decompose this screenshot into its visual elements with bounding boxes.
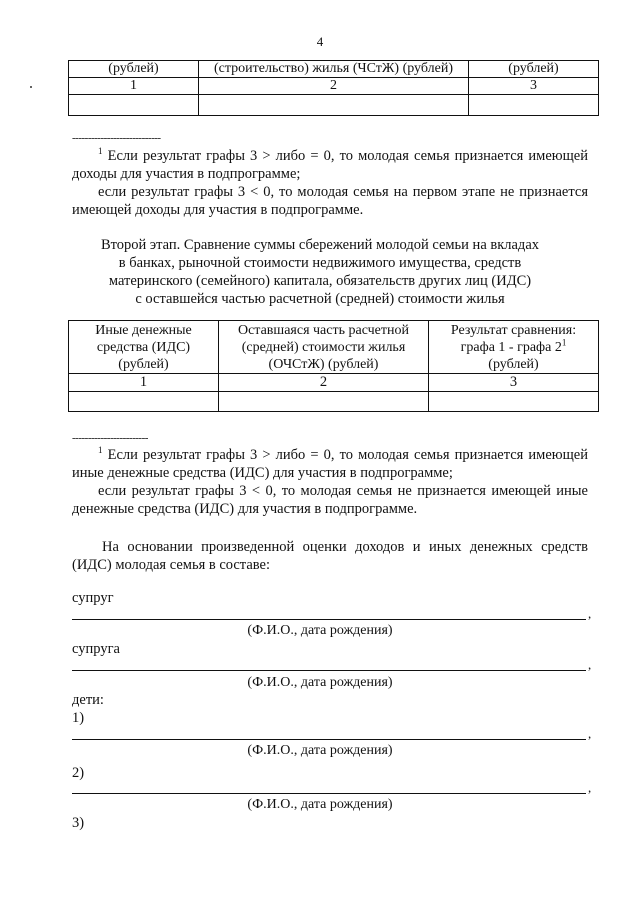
table-cell: 1 — [69, 374, 219, 392]
table-cell — [199, 95, 469, 116]
footnote-1 — [72, 147, 588, 220]
wife-label: супруга — [72, 641, 120, 657]
footnote-marker: 1 — [98, 146, 103, 157]
paragraph-text: На основании произведенной оценки доходов и иных денежных средств (ИДС) молодая семья в составе: — [72, 539, 588, 574]
footnote-text: Если результат графы 3 > либо = 0, то молодая семья признается имеющей доходы для участия в подпрограмме; — [72, 148, 588, 183]
table-row — [69, 61, 599, 78]
table-cell: 1 — [69, 78, 199, 95]
table-cell: (рублей) — [469, 61, 599, 78]
table-header-cell: Оставшаяся часть расчетной (средней) стоимости жилья (ОЧСтЖ) (рублей) — [219, 321, 429, 374]
child-1-label: 1) — [72, 710, 85, 726]
table-header-row — [69, 321, 599, 374]
footnote-marker: 1 — [561, 336, 567, 347]
footnote-text: если результат графы 3 < 0, то молодая семья не признается имеющей иные денежные средства (ИДС) для участия в подпрограмме. — [72, 483, 588, 518]
table-row — [69, 374, 599, 392]
child-1-name-field[interactable] — [72, 739, 586, 740]
field-caption: (Ф.И.О., дата рождения) — [247, 675, 393, 690]
table-cell — [69, 392, 219, 412]
table-cell — [69, 95, 199, 116]
comma: , — [588, 726, 592, 741]
child-2-label: 2) — [72, 765, 85, 781]
heading-line: в банках, рыночной стоимости недвижимого имущества, средств — [118, 255, 522, 272]
table-row-empty — [69, 95, 599, 116]
child-2-name-field[interactable] — [72, 793, 586, 794]
table-cell: 2 — [199, 78, 469, 95]
wife-name-field[interactable] — [72, 670, 586, 671]
comma: , — [588, 606, 592, 621]
table-cell — [219, 392, 429, 412]
page-number: 4 — [316, 34, 324, 49]
comma: , — [588, 780, 592, 795]
table-header-cell: Иные денежные средства (ИДС) (рублей) — [69, 321, 219, 374]
table-cell — [429, 392, 599, 412]
footnote-marker: 1 — [98, 445, 103, 456]
table-cell: 3 — [469, 78, 599, 95]
comma: , — [588, 657, 592, 672]
assessment-paragraph — [72, 538, 588, 574]
first-stage-table — [68, 60, 599, 116]
field-caption: (Ф.И.О., дата рождения) — [247, 623, 393, 638]
table-cell: (рублей) — [69, 61, 199, 78]
second-stage-table — [68, 320, 599, 412]
heading-line: материнского (семейного) капитала, обязательств других лиц (ИДС) — [108, 273, 532, 290]
table-cell — [469, 95, 599, 116]
table-row — [69, 78, 599, 95]
footnote-text: если результат графы 3 < 0, то молодая семья на первом этапе не признается имеющей доходы для участия в подпрограмме. — [72, 184, 588, 219]
table-cell: (строительство) жилья (ЧСтЖ) (рублей) — [199, 61, 469, 78]
table-header-cell: Результат сравнения: графа 1 - графа $2^1$ (рублей) — [429, 321, 599, 374]
husband-label: супруг — [72, 590, 114, 606]
heading-line: с оставшейся частью расчетной (средней) стоимости жилья — [135, 291, 505, 308]
footnote-separator: ---------------------------- — [72, 132, 161, 144]
stray-mark — [30, 86, 32, 88]
table-cell: 2 — [219, 374, 429, 392]
table-cell: 3 — [429, 374, 599, 392]
heading-line: Второй этап. Сравнение суммы сбережений молодой семьи на вкладах — [100, 237, 540, 253]
husband-name-field[interactable] — [72, 619, 586, 620]
footnote-text: Если результат графы 3 > либо = 0, то молодая семья признается имеющей иные денежные средства (ИДС) для участия в подпрограмме; — [72, 447, 588, 482]
table-row-empty — [69, 392, 599, 412]
child-3-label: 3) — [72, 815, 85, 831]
footnote-2 — [72, 446, 588, 519]
children-label: дети: — [72, 692, 104, 708]
field-caption: (Ф.И.О., дата рождения) — [247, 797, 393, 812]
stage-2-heading — [0, 236, 640, 309]
field-caption: (Ф.И.О., дата рождения) — [247, 743, 393, 758]
footnote-separator: ------------------------ — [72, 432, 148, 444]
